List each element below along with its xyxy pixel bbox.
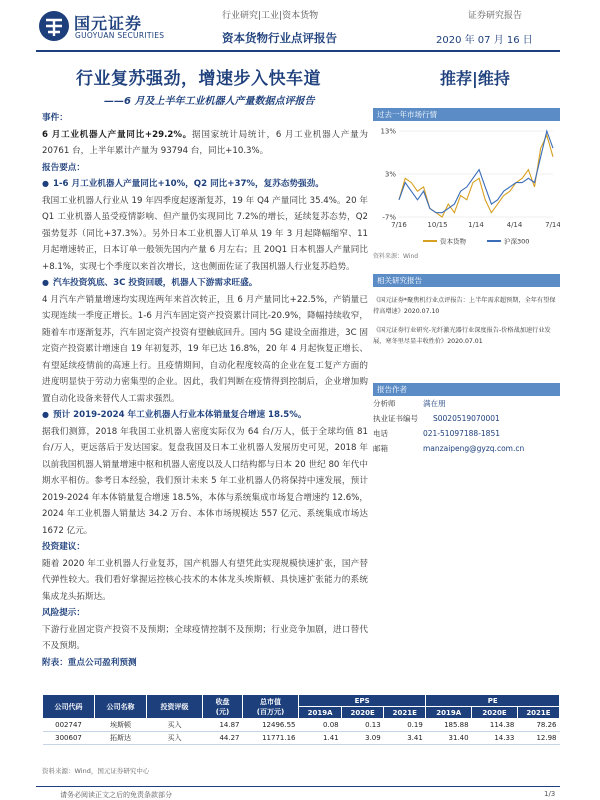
logo-text-en: GUOYUAN SECURITIES — [75, 31, 165, 40]
market-chart — [373, 121, 560, 249]
th-eps-y1: 2019A — [299, 707, 342, 719]
chart-series-line-1 — [399, 135, 553, 217]
paragraph-risk: 下游行业固定资产投资不及预期；全球疫情控制不及预期；行业竞争加剧，进口替代不及预期。 — [42, 624, 368, 651]
related-report-1[interactable]: 《国元证券*聚焦机行业点评报告：上半年需求超预期，全年有望保持高增速》2020.07.10 — [373, 297, 556, 315]
cert-key: 执业证书编号 — [373, 414, 418, 423]
cell-pe-y1: 31.40 — [426, 732, 472, 745]
footer-divider — [36, 786, 560, 787]
rating-badge: 推荐|维持 — [440, 69, 510, 88]
cell-code: 002747 — [43, 719, 95, 732]
email-key: 邮箱 — [373, 444, 388, 453]
paragraph-2: 4 月汽车产销量增速均实现连两年来首次转正，且 6 月产量同比+22.5%，产销量已实现连续一季度正增长。1-6 月汽车固定资产投资累计同比-20.9%，降幅持续收窄，随着车市逐渐复苏，汽车固定资产投资有望触底回升。国内 5G 建设全面推进，3C 固定资产投资累计增速自 19 年初复苏，19 年已达 16.8%，20 年 4 月起恢复正增长、有望延续疫情前的高速上行。且疫情期间，自动化程度较高的企业在复工复产方面的进度明显快于劳动力密集型的企业。因此，我们判断在疫情得到控制后，企业增加购置自动化设备来替代人工需求强烈。 — [42, 294, 368, 404]
page-title: 行业复苏强劲，增速步入快车道 — [76, 69, 321, 89]
th-name: 公司名称 — [95, 695, 147, 719]
company-logo — [38, 10, 188, 46]
logo-text-cn: 国元证券 — [74, 14, 143, 33]
related-header: 相关研究报告 — [373, 274, 560, 287]
analyst-row-email — [373, 441, 560, 456]
cell-pe-y1: 185.88 — [426, 719, 472, 732]
cell-eps-y1: 1.41 — [299, 732, 342, 745]
paragraph-1: 我国工业机器人行业从 19 年四季度起逐渐复苏，19 年 Q4 产量同比 35.4%。20 年 Q1 工业机器人虽受疫情影响、但产量仍实现同比 7.2%的增长，延续复苏态势，Q2 强势复苏（同比+37.3%）。另外日本工业机器人订单从 19 年 3 月起降幅缩窄、11 月起增速转正，日本订单一般领先国内产量 6 月左右；且 20Q1 日本机器人产量同比+8.1%，实现七个季度以来首次增长，这也侧面佐证了我国机器人行业复苏趋势。 — [42, 195, 368, 272]
chart-y-tick-label: 3% — [384, 170, 396, 179]
analyst-row-name — [373, 396, 560, 411]
th-price-unit: (元) — [215, 707, 230, 716]
section-heading-advice: 投资建议： — [42, 542, 85, 552]
th-pe-y3: 2021E — [517, 707, 559, 719]
cell-price: 14.87 — [203, 719, 243, 732]
page-number: 1/3 — [544, 790, 556, 798]
chart-source: 资料来源：Wind — [373, 253, 419, 260]
chart-y-tick-label: 13% — [380, 127, 396, 136]
table-row — [43, 732, 560, 745]
cell-pe-y2: 14.33 — [472, 732, 518, 745]
logo-icon — [38, 10, 70, 42]
analyst-row-phone — [373, 426, 560, 441]
header-report-type: 证券研究报告 — [468, 11, 523, 21]
cell-eps-y2: 3.09 — [342, 732, 384, 745]
email-link[interactable]: manzaipeng@gyzq.com.cn — [423, 444, 525, 453]
page-subtitle: ——6 月及上半年工业机器人产量数据点评报告 — [104, 96, 315, 107]
event-lead: 6 月工业机器人产量同比+29.2%。 — [42, 129, 192, 140]
chart-x-tick-label: 4/14 — [506, 221, 523, 229]
related-reports — [373, 274, 560, 347]
chart-x-tick-label: 7/16 — [391, 221, 407, 229]
cell-code: 300607 — [43, 732, 95, 745]
th-eps: EPS — [299, 695, 426, 707]
table-row — [43, 719, 560, 732]
cell-price: 44.27 — [203, 732, 243, 745]
th-eps-y3: 2021E — [384, 707, 426, 719]
bullet-point-3: ● 预计 2019-2024 年工业机器人行业本体销量复合增速 18.5%。 — [42, 407, 368, 424]
cell-rating: 买入 — [147, 719, 203, 732]
cell-pe-y3: 12.98 — [517, 732, 559, 745]
analyst-row-cert — [373, 411, 560, 426]
paragraph-advice: 随着 2020 年工业机器人行业复苏，国产机器人有望凭此实现规模快速扩张，国产替代弹性较大。我们看好掌握运控核心技术的本体龙头埃斯顿、具快速扩张能力的系统集成龙头拓斯达。 — [42, 558, 368, 602]
cert-value: S0020519070001 — [433, 414, 500, 423]
chart-x-tick-label: 1/14 — [468, 221, 484, 229]
chart-series-line-2 — [399, 131, 553, 213]
main-body — [42, 110, 368, 671]
paragraph-3: 据我们测算，2018 年我国工业机器人密度实际仅为 64 台/万人，低于全球均值 81 台/万人，更远落后于发达国家。复盘我国及日本工业机器人发展历史可见，2018 年以前我国机器人销量增速中枢和机器人密度以及人口结构都与日本 20 世纪 80 年代中期水平相仿。参考日本经验，我们预计未来 5 年工业机器人仍将保持中速发展，预计 2019-2024 年本体销量复合增速 18.5%，本体与系统集成市场复合增速约 12.6%，2024 年工业机器人销量达 34.2 万台、本体市场规模达 557 亿元、系统集成市场达 1672 亿元。 — [42, 426, 368, 536]
header-categories: 行业研究|工业|资本货物 — [222, 11, 319, 21]
chart-y-tick-label: -7% — [382, 213, 396, 222]
table-source: 资料来源：Wind，国元证券研究中心 — [42, 767, 150, 775]
phone-value: 021-51097188-1851 — [423, 429, 500, 438]
chart-x-tick-label: 10/15 — [427, 221, 448, 229]
chart-legend-label: 沪深300 — [504, 237, 530, 246]
market-chart-svg — [373, 121, 560, 249]
cell-eps-y1: 0.08 — [299, 719, 342, 732]
section-heading-risk: 风险提示： — [42, 608, 85, 618]
th-eps-y2: 2020E — [342, 707, 384, 719]
section-heading-event: 事件： — [42, 113, 68, 123]
cell-cap: 11771.16 — [243, 732, 299, 745]
th-code: 公司代码 — [43, 695, 95, 719]
cell-rating: 买入 — [147, 732, 203, 745]
bullet-point-2: ● 汽车投资筑底、3C 投资回暖，机器人下游需求旺盛。 — [42, 275, 368, 292]
related-report-2[interactable]: 《国元证券行业研究-光纤激光器行业深度报告-价格战加速行业发展，寒冬里尽显丰收性价》2020.07.01 — [373, 327, 551, 345]
analyst-header: 报告作者 — [373, 383, 560, 396]
page-header — [0, 0, 600, 50]
cell-pe-y2: 114.38 — [472, 719, 518, 732]
section-heading-points: 报告要点： — [42, 162, 85, 173]
header-divider — [36, 50, 560, 52]
th-cap-unit: (百万元) — [256, 707, 285, 716]
th-pe: PE — [426, 695, 560, 707]
analyst-block — [373, 383, 560, 456]
cell-pe-y3: 78.26 — [517, 719, 559, 732]
th-price-label: 收盘 — [215, 697, 230, 706]
cell-cap: 12496.55 — [243, 719, 299, 732]
cell-name: 拓斯达 — [95, 732, 147, 745]
header-report-title: 资本货物行业点评报告 — [222, 31, 337, 45]
th-rating: 投资评级 — [147, 695, 203, 719]
phone-key: 电话 — [373, 429, 388, 438]
cell-name: 埃斯顿 — [95, 719, 147, 732]
earnings-forecast-table — [42, 694, 560, 745]
cell-eps-y3: 3.41 — [384, 732, 426, 745]
cell-eps-y2: 0.13 — [342, 719, 384, 732]
cell-eps-y3: 0.19 — [384, 719, 426, 732]
th-cap-label: 总市值 — [260, 697, 281, 706]
bullet-point-1: ● 1-6 月工业机器人产量同比+10%，Q2 同比+37%，复苏态势强劲。 — [42, 176, 368, 193]
analyst-key: 分析师 — [373, 399, 396, 408]
th-pe-y2: 2020E — [472, 707, 518, 719]
chart-x-tick-label: 7/14 — [545, 221, 560, 229]
footer-disclaimer: 请务必阅读正文之后的免责条款部分 — [60, 791, 172, 799]
analyst-name: 满在朋 — [423, 399, 446, 408]
th-pe-y1: 2019A — [426, 707, 472, 719]
event-paragraph — [42, 127, 368, 160]
chart-legend-label: 资本货物 — [440, 237, 466, 246]
th-cap — [243, 695, 299, 719]
th-price — [203, 695, 243, 719]
chart-header: 过去一年市场行情 — [373, 108, 560, 121]
event-text: 据国家统计局统计，6 月工业机器人产量为 20761 台，上半年累计产量为 93794 台，同比+10.3%。 — [42, 129, 368, 156]
table-heading: 附表：重点公司盈利预测 — [42, 657, 137, 668]
header-date: 2020 年 07 月 16 日 — [436, 35, 533, 46]
table-header-row — [43, 695, 560, 707]
page-footer — [0, 786, 600, 800]
sidebar — [373, 108, 560, 456]
